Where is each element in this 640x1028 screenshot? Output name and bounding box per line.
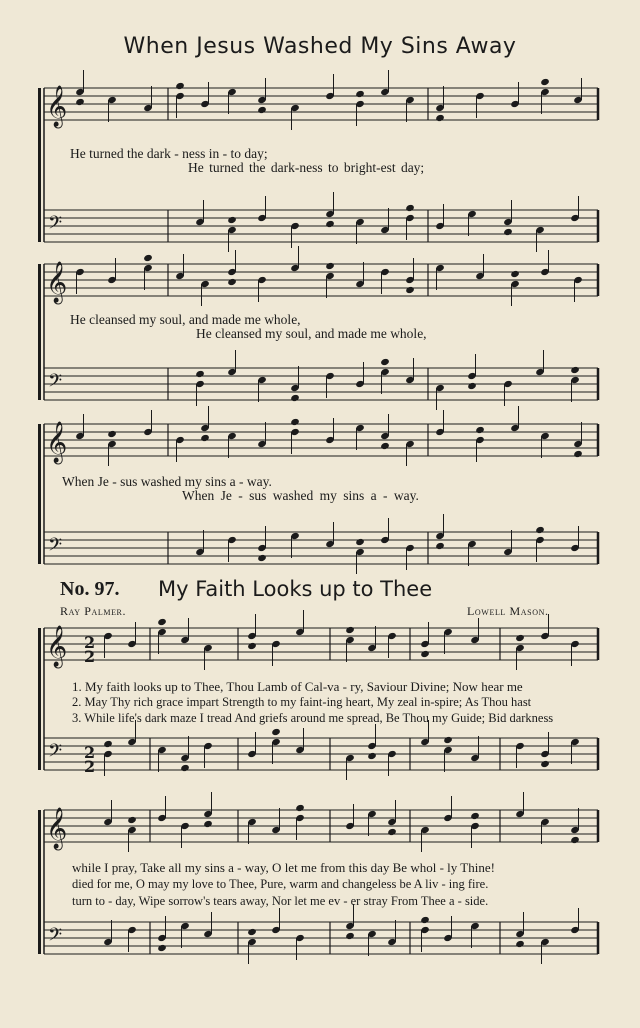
system-brace (38, 424, 41, 564)
note-head (75, 98, 85, 106)
note-head (540, 78, 550, 86)
note-head (180, 764, 190, 772)
verse-line: turn to - day, Wipe sorrow's tears away, Nor let me ev - er stray From Thee a - side. (72, 894, 489, 908)
note-head (175, 82, 185, 90)
note-head (345, 626, 355, 634)
bass-clef: 𝄢 (48, 371, 63, 396)
system-brace (38, 810, 41, 954)
note-head (200, 434, 210, 442)
note-head (143, 254, 153, 262)
verse-line: while I pray, Take all my sins a - way, O let me from this day Be whol - ly Thine! (72, 860, 495, 875)
note-head (380, 358, 390, 366)
note-head (510, 270, 520, 278)
verse-line: 3. While life's dark maze I tread And griefs around me spread, Be Thou my Guide; Bid darkness (72, 711, 554, 725)
lyric-line: When Je - sus washed my sins a - way. (182, 488, 419, 503)
note-head (515, 634, 525, 642)
note-head (195, 370, 205, 378)
hymn-title: When Jesus Washed My Sins Away (123, 34, 517, 59)
note-head (355, 538, 365, 546)
note-head (405, 204, 415, 212)
note-head (443, 736, 453, 744)
bass-clef: 𝄢 (48, 213, 63, 238)
note-head (325, 262, 335, 270)
treble-clef: 𝄞 (46, 626, 68, 667)
lyric-line: He turned the dark - ness in - to day; (70, 146, 268, 161)
note-head (247, 928, 257, 936)
verse-line: died for me, O may my love to Thee, Pure, warm and changeless be A liv - ing fire. (72, 877, 489, 891)
note-head (247, 642, 257, 650)
note-head (203, 820, 213, 828)
note-head (367, 752, 377, 760)
note-head (290, 394, 300, 402)
system-brace (38, 628, 41, 770)
hymn-title: My Faith Looks up to Thee (158, 577, 433, 601)
author-credit: Ray Palmer. (60, 604, 127, 618)
time-signature: 2 (84, 633, 96, 652)
treble-clef: 𝄞 (46, 422, 68, 463)
note-head (345, 932, 355, 940)
lyric-line: When Je - sus washed my sins a - way. (62, 474, 272, 489)
note-head (470, 812, 480, 820)
composer-credit: Lowell Mason. (467, 604, 549, 618)
note-head (325, 220, 335, 228)
time-signature: 2 (84, 743, 96, 762)
note-head (405, 286, 415, 294)
note-head (570, 366, 580, 374)
time-signature: 2 (84, 757, 96, 776)
note-head (257, 554, 267, 562)
bass-clef: 𝄢 (48, 925, 63, 950)
bass-clef: 𝄢 (48, 741, 63, 766)
note-head (157, 944, 167, 952)
lyric-line: He cleansed my soul, and made me whole, (70, 312, 301, 327)
note-head (503, 228, 513, 236)
note-head (570, 836, 580, 844)
treble-clef: 𝄞 (46, 86, 68, 127)
note-head (295, 804, 305, 812)
note-head (127, 816, 137, 824)
system-brace (38, 88, 41, 242)
lyric-line: He turned the dark-ness to bright-est day; (188, 160, 425, 175)
note-head (535, 526, 545, 534)
note-head (157, 618, 167, 626)
note-head (290, 418, 300, 426)
note-head (475, 426, 485, 434)
verse-line: 1. My faith looks up to Thee, Thou Lamb of Cal-va - ry, Saviour Divine; Now hear me (72, 679, 523, 694)
note-head (420, 916, 430, 924)
bass-clef: 𝄢 (48, 535, 63, 560)
note-head (387, 828, 397, 836)
note-head (515, 940, 525, 948)
note-head (271, 728, 281, 736)
note-head (257, 106, 267, 114)
note-head (107, 430, 117, 438)
note-head (573, 450, 583, 458)
note-head (467, 382, 477, 390)
system-brace (38, 264, 41, 400)
note-head (227, 216, 237, 224)
note-head (355, 90, 365, 98)
note-head (420, 650, 430, 658)
note-head (435, 542, 445, 550)
time-signature: 2 (84, 647, 96, 666)
lyric-line: He cleansed my soul, and made me whole, (196, 326, 427, 341)
verse-line: 2. May Thy rich grace impart Strength to my faint-ing heart, My zeal in-spire; As Thou hast (72, 695, 532, 709)
note-head (103, 740, 113, 748)
note-head (380, 442, 390, 450)
note-head (435, 114, 445, 122)
hymn-number: No. 97. (60, 578, 120, 600)
note-head (227, 278, 237, 286)
treble-clef: 𝄞 (46, 808, 68, 849)
treble-clef: 𝄞 (46, 262, 68, 303)
note-head (540, 760, 550, 768)
